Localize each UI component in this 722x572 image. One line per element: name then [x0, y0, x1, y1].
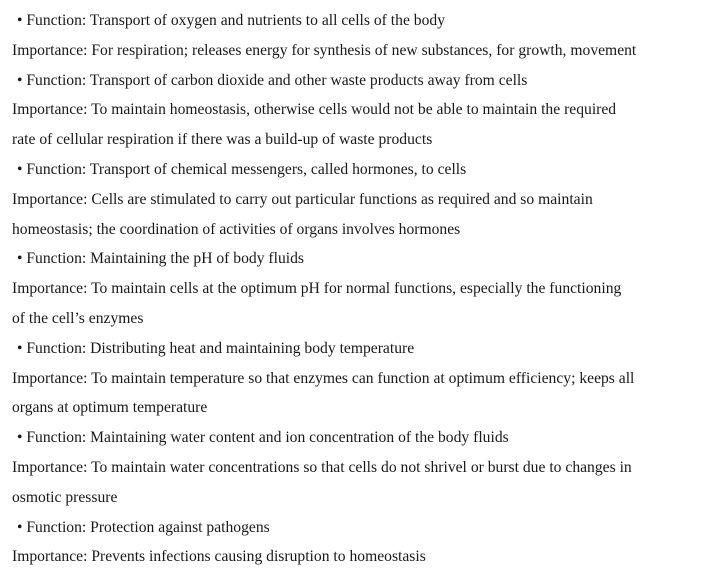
function-importance-entry [0, 66, 722, 155]
importance-line: Importance: To maintain cells at the optimum pH for normal functions, especially the functioning [12, 280, 622, 298]
importance-line: Importance: To maintain water concentrations so that cells do not shrivel or burst due to changes in [12, 458, 632, 476]
function-line: • Function: Transport of oxygen and nutrients to all cells of the body [17, 12, 446, 29]
importance-line: Importance: Cells are stimulated to carry out particular functions as required and so maintain [12, 190, 593, 208]
function-importance-entry [0, 513, 722, 572]
importance-continuation-line: osmotic pressure [12, 488, 118, 506]
function-line: • Function: Maintaining water content and ion concentration of the body fluids [17, 429, 509, 447]
importance-continuation-line: rate of cellular respiration if there was a build-up of waste products [12, 131, 433, 149]
function-importance-entry [0, 334, 722, 423]
importance-line: Importance: To maintain homeostasis, otherwise cells would not be able to maintain the required [12, 101, 617, 119]
function-importance-entry [0, 244, 722, 333]
function-importance-entry [0, 6, 722, 66]
function-line: • Function: Maintaining the pH of body fluids [17, 250, 305, 268]
importance-continuation-line: organs at optimum temperature [12, 399, 208, 417]
function-line: • Function: Protection against pathogens [17, 518, 270, 536]
importance-line: Importance: Prevents infections causing disruption to homeostasis [12, 548, 426, 566]
function-line: • Function: Transport of chemical messengers, called hormones, to cells [17, 160, 467, 178]
function-importance-entry [0, 155, 722, 244]
function-line: • Function: Distributing heat and maintaining body temperature [17, 339, 415, 357]
importance-line: Importance: To maintain temperature so that enzymes can function at optimum efficiency; keeps all [12, 369, 635, 387]
importance-continuation-line: of the cell’s enzymes [12, 309, 144, 327]
importance-line: Importance: For respiration; releases energy for synthesis of new substances, for growth, movement [12, 41, 637, 59]
function-importance-entry [0, 423, 722, 512]
function-line: • Function: Transport of carbon dioxide and other waste products away from cells [17, 71, 528, 89]
importance-continuation-line: homeostasis; the coordination of activities of organs involves hormones [12, 220, 461, 238]
